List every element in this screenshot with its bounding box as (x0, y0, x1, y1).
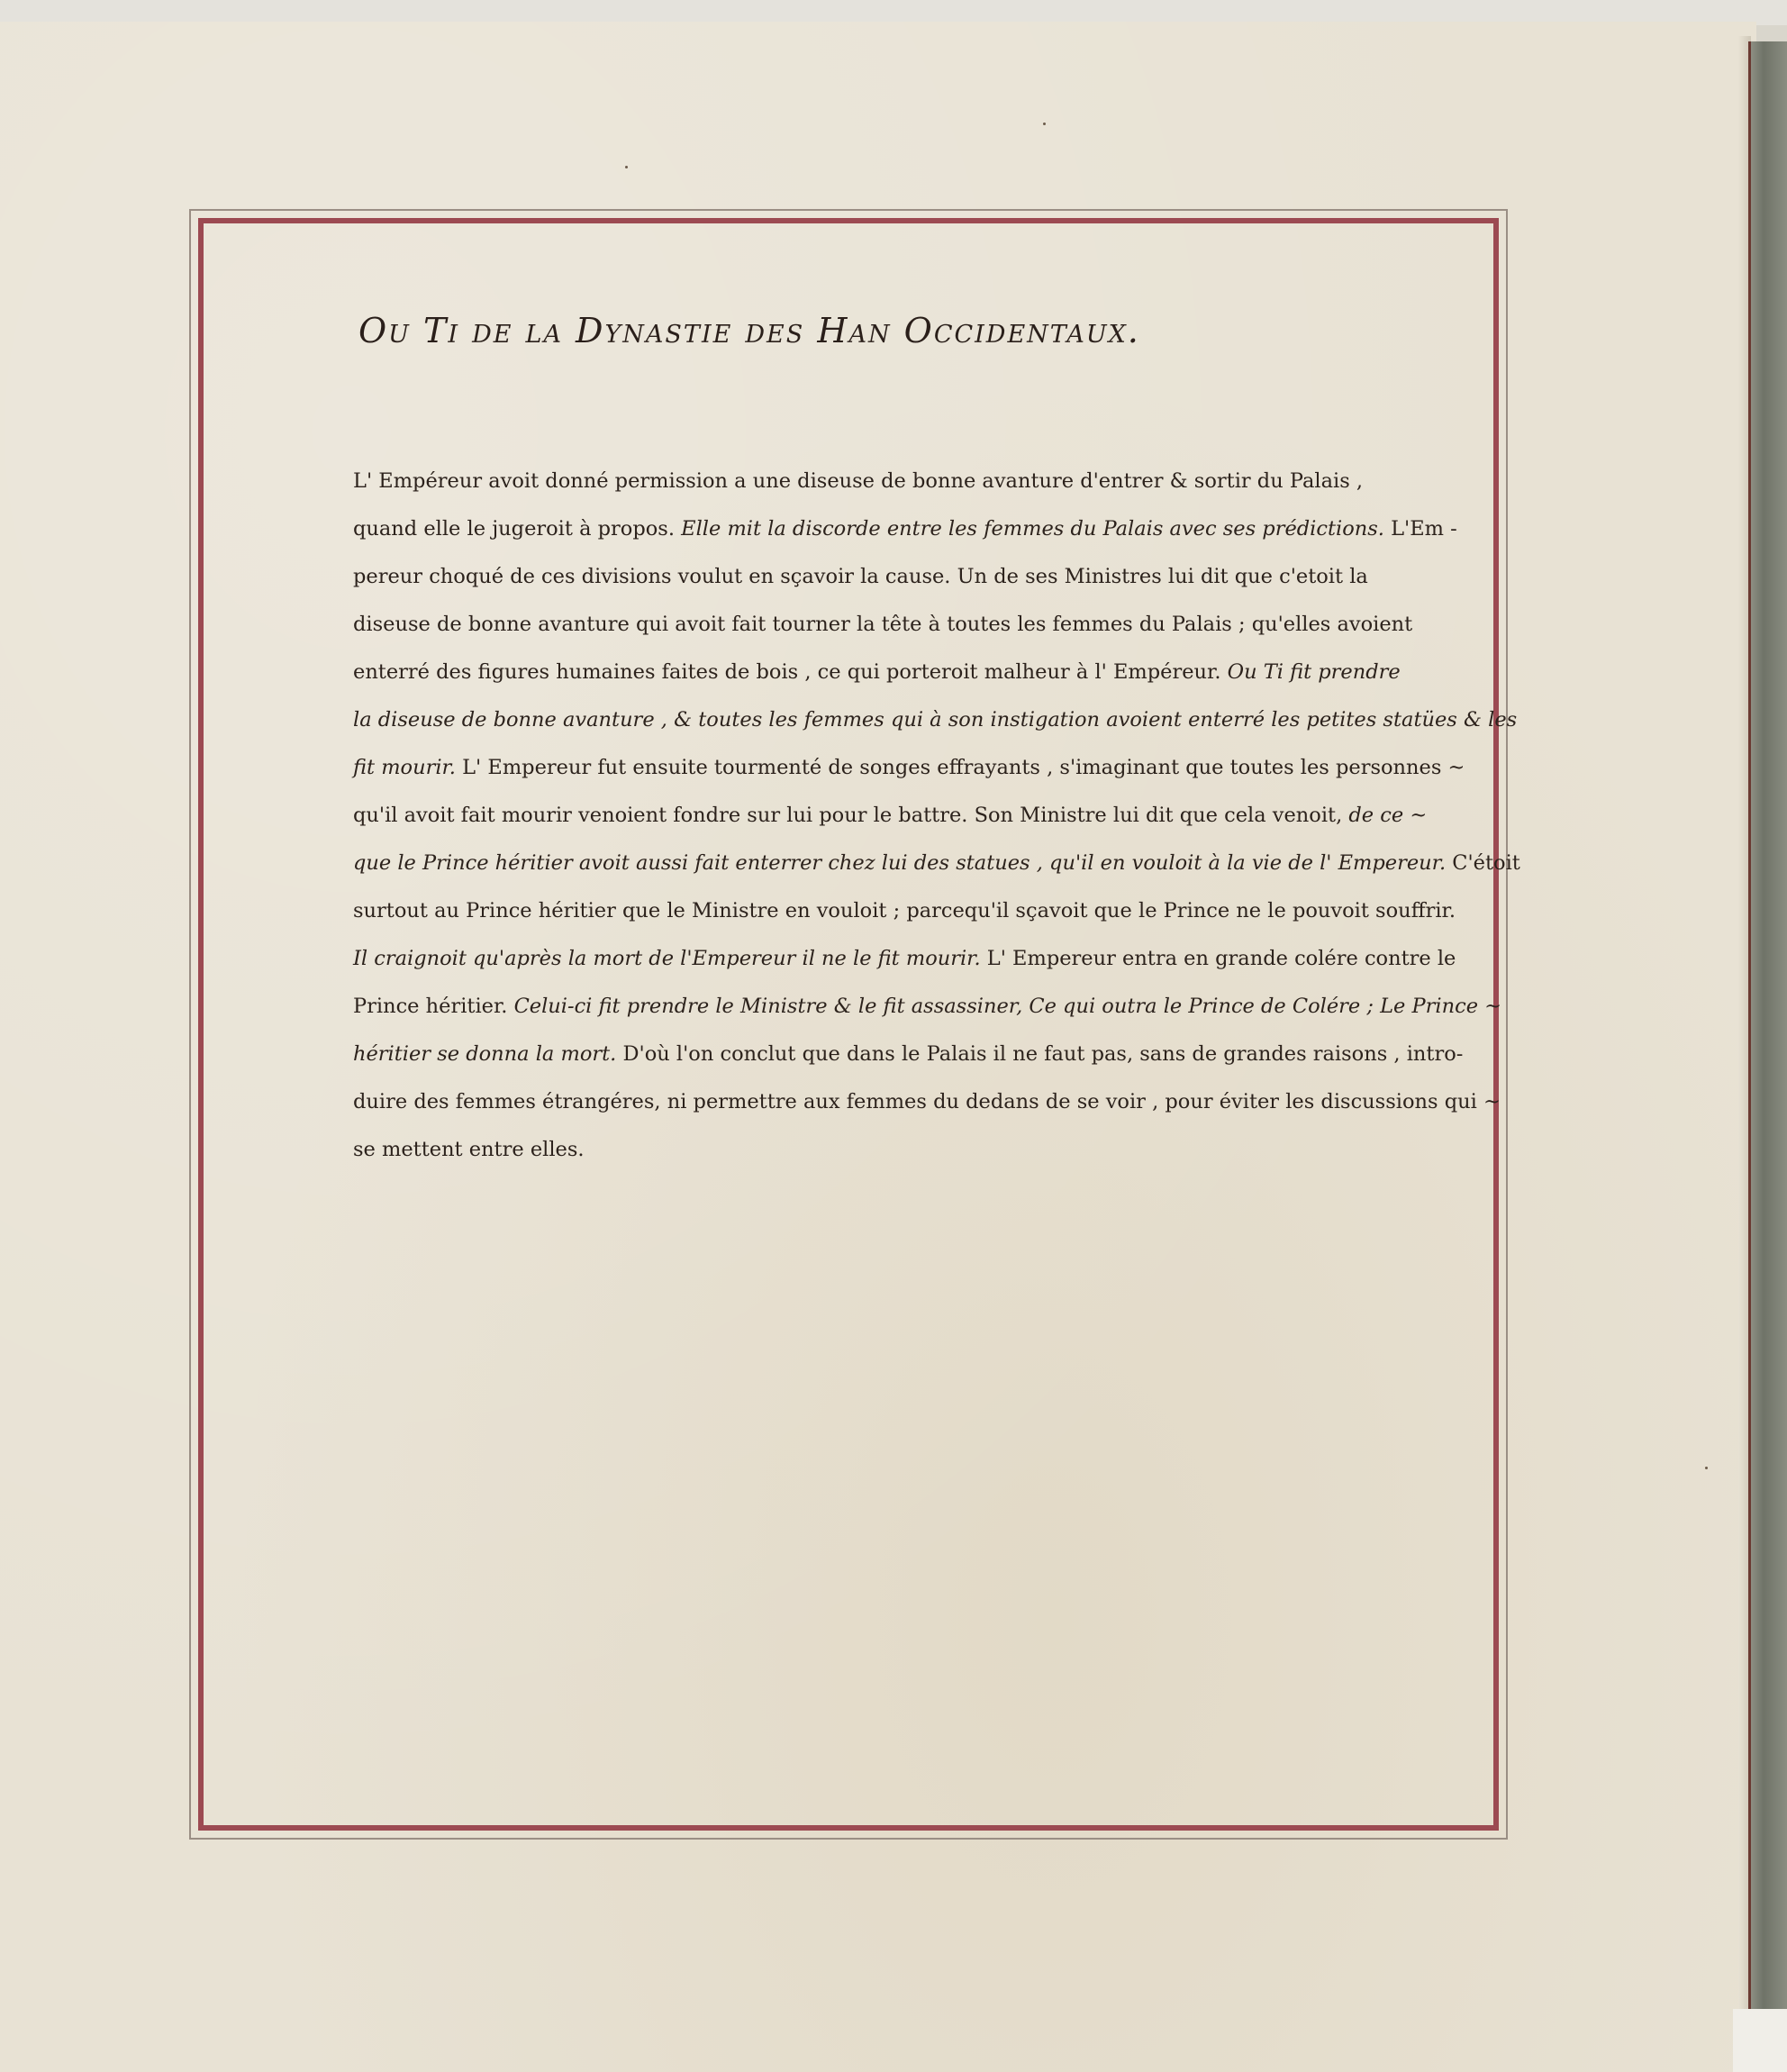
text-line (353, 983, 1502, 1031)
text-span: L'Em - (1383, 517, 1457, 541)
text-span: duire des femmes étrangéres, ni permettre aux femmes du dedans de se voir , pour éviter les discussions qui (353, 1090, 1477, 1113)
italic-text-span: Ou Ti fit prendre (1227, 660, 1401, 684)
text-line (353, 1126, 1355, 1174)
text-line (353, 601, 1413, 649)
paper-speck (1043, 123, 1046, 125)
scan-corner (1733, 2009, 1787, 2072)
text-span: D'où l'on conclut que dans le Palais il ne faut pas, sans de grandes raisons , intro- (616, 1042, 1464, 1066)
italic-text-span: héritier se donna la mort. (353, 1042, 617, 1066)
book-binding (1748, 41, 1787, 2072)
text-span: enterré des figures humaines faites de bois , ce qui porteroit malheur à l' Empéreur. (353, 660, 1228, 684)
text-span: diseuse de bonne avanture qui avoit fait tourner la tête à toutes les femmes du Palais ; qu'elles avoient (353, 613, 1413, 636)
text-line (353, 1078, 1501, 1126)
italic-text-span: Celui-ci fit prendre le Ministre & le fit assassiner, Ce qui outra le Prince de Colére ; Le Prince (513, 995, 1479, 1018)
text-span: pereur choqué de ces divisions voulut en sçavoir la cause. Un de ses Ministres lui dit que c'etoit la (353, 565, 1368, 588)
text-span: Prince héritier. (353, 995, 514, 1018)
text-line (353, 1031, 1464, 1078)
text-span: L' Empéreur avoit donné permission a une diseuse de bonne avanture d'entrer & sortir du Palais , (353, 469, 1364, 493)
text-line (353, 840, 1520, 887)
text-span: quand elle le jugeroit à propos. (353, 517, 682, 541)
italic-text-span: la diseuse de bonne avanture , & toutes les femmes qui à son instigation avoient enterré les petites statües & les (353, 708, 1518, 732)
text-line (353, 505, 1457, 553)
page-title: Ou Ti de la Dynastie des Han Occidentaux. (358, 311, 1140, 350)
manuscript-text (353, 458, 1520, 1174)
text-span: C'étoit (1446, 851, 1520, 875)
paper-speck (1705, 1467, 1708, 1469)
text-line (353, 553, 1368, 601)
text-span: L' Empereur entra en grande colére contre le (980, 947, 1456, 970)
line-filler-mark: ~ (1476, 1090, 1501, 1113)
italic-text-span: que le Prince héritier avoit aussi fait enterrer chez lui des statues , qu'il en vouloit à la vie de l' Empereur. (353, 851, 1447, 875)
text-span: se mettent entre elles. (353, 1138, 585, 1161)
line-filler-mark: ~ (1478, 995, 1502, 1018)
italic-text-span: de ce (1348, 804, 1404, 827)
text-line (353, 458, 1364, 505)
text-span: qu'il avoit fait mourir venoient fondre sur lui pour le battre. Son Ministre lui dit que cela venoit, (353, 804, 1349, 827)
text-span: L' Empereur fut ensuite tourmenté de songes effrayants , s'imaginant que toutes les personnes (455, 756, 1442, 779)
text-line (353, 887, 1456, 935)
line-filler-mark: ~ (1441, 756, 1465, 779)
text-line (353, 649, 1401, 696)
text-line (353, 935, 1456, 983)
line-filler-mark: ~ (1403, 804, 1428, 827)
text-span: surtout au Prince héritier que le Ministre en vouloit ; parcequ'il sçavoit que le Prince ne le pouvoit souffrir. (353, 899, 1456, 922)
text-line (353, 744, 1465, 792)
italic-text-span: fit mourir. (353, 756, 456, 779)
italic-text-span: Elle mit la discorde entre les femmes du Palais avec ses prédictions. (681, 517, 1384, 541)
text-line (353, 792, 1428, 840)
italic-text-span: Il craignoit qu'après la mort de l'Empereur il ne le fit mourir. (353, 947, 981, 970)
paper-speck (625, 166, 628, 168)
text-line (353, 696, 1518, 744)
